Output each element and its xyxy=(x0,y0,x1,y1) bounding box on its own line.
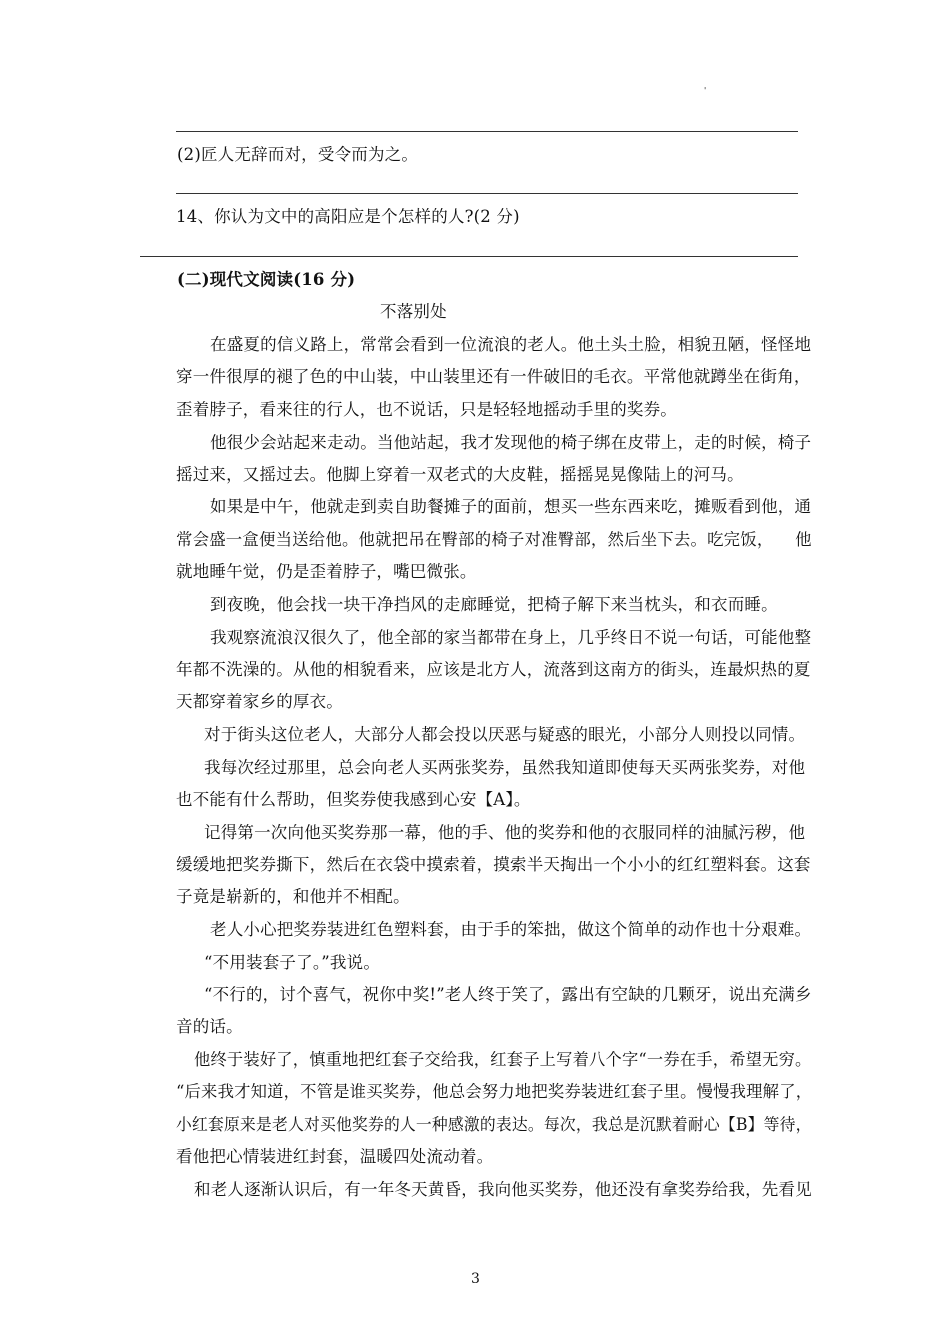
answer-line xyxy=(176,193,798,194)
header-mark: ' xyxy=(704,86,707,95)
paragraph-line: 常会盛一盒便当送给他。他就把吊在臀部的椅子对准臀部，然后坐下去。吃完饭， 他 xyxy=(176,530,812,549)
paragraph-line: 我观察流浪汉很久了，他全部的家当都带在身上，几乎终日不说一句话，可能他整 xyxy=(210,628,812,647)
paragraph-line: 天都穿着家乡的厚衣。 xyxy=(176,692,343,711)
paragraph-line: 他终于装好了，慎重地把红套子交给我，红套子上写着八个字“一券在手，希望无穷。 xyxy=(194,1050,812,1069)
article-title: 不落别处 xyxy=(380,302,447,321)
paragraph-line: 记得第一次向他买奖券那一幕，他的手、他的奖券和他的衣服同样的油腻污秽，他 xyxy=(204,823,806,842)
question-14: 14、你认为文中的高阳应是个怎样的人?(2 分) xyxy=(176,207,520,226)
answer-line xyxy=(140,256,798,257)
paragraph-line: 我每次经过那里，总会向老人买两张奖券，虽然我知道即使每天买两张奖券，对他 xyxy=(204,758,806,777)
page-number: 3 xyxy=(471,1271,480,1287)
paragraph-line: 和老人逐渐认识后，有一年冬天黄昏，我向他买奖券，他还没有拿奖券给我，先看见 xyxy=(194,1180,812,1199)
paragraph-line: “后来我才知道，不管是谁买奖券，他总会努力地把奖券装进红套子里。慢慢我理解了， xyxy=(176,1082,813,1101)
paragraph-line: 年都不洗澡的。从他的相貌看来，应该是北方人，流落到这南方的街头，连最炽热的夏 xyxy=(176,660,811,679)
paragraph-line: 缓缓地把奖券撕下，然后在衣袋中摸索着，摸索半天掏出一个小小的红红塑料套。这套 xyxy=(176,855,811,874)
section-heading: (二)现代文阅读(16 分) xyxy=(177,270,356,289)
answer-line xyxy=(176,131,798,132)
paragraph-line: 他很少会站起来走动。当他站起，我才发现他的椅子绑在皮带上，走的时候，椅子 xyxy=(210,433,812,452)
paragraph-line: 音的话。 xyxy=(176,1017,243,1036)
paragraph-line: 歪着脖子，看来往的行人，也不说话，只是轻轻地摇动手里的奖券。 xyxy=(176,400,677,419)
paragraph-line: 也不能有什么帮助，但奖券使我感到心安【A】。 xyxy=(176,790,531,809)
paragraph-line: “不用装套子了。”我说。 xyxy=(204,953,381,972)
question-13-2: (2)匠人无辞而对，受令而为之。 xyxy=(177,145,419,164)
paragraph-line: 在盛夏的信义路上，常常会看到一位流浪的老人。他土头土脸，相貌丑陋，怪怪地 xyxy=(210,335,812,354)
paragraph-line: 如果是中午，他就走到卖自助餐摊子的面前，想买一些东西来吃，摊贩看到他，通 xyxy=(210,497,812,516)
paragraph-line: 穿一件很厚的褪了色的中山装，中山装里还有一件破旧的毛衣。平常他就蹲坐在街角， xyxy=(176,367,811,386)
paragraph-line: 就地睡午觉，仍是歪着脖子，嘴巴微张。 xyxy=(176,562,477,581)
paragraph-line: 看他把心情装进红封套，温暖四处流动着。 xyxy=(176,1147,494,1166)
paragraph-line: 到夜晚，他会找一块干净挡风的走廊睡觉，把椅子解下来当枕头，和衣而睡。 xyxy=(210,595,778,614)
paragraph-line: 老人小心把奖券装进红色塑料套，由于手的笨拙，做这个简单的动作也十分艰难。 xyxy=(210,920,812,939)
paragraph-line: 子竟是崭新的，和他并不相配。 xyxy=(176,887,410,906)
paragraph-line: 小红套原来是老人对买他奖券的人一种感激的表达。每次，我总是沉默着耐心【B】等待， xyxy=(176,1115,812,1134)
paragraph-line: 摇过来，又摇过去。他脚上穿着一双老式的大皮鞋，摇摇晃晃像陆上的河马。 xyxy=(176,465,744,484)
paragraph-line: 对于街头这位老人，大部分人都会投以厌恶与疑惑的眼光，小部分人则投以同情。 xyxy=(204,725,806,744)
paragraph-line: “不行的，讨个喜气，祝你中奖!”老人终于笑了，露出有空缺的几颗牙，说出充满乡 xyxy=(204,985,812,1004)
